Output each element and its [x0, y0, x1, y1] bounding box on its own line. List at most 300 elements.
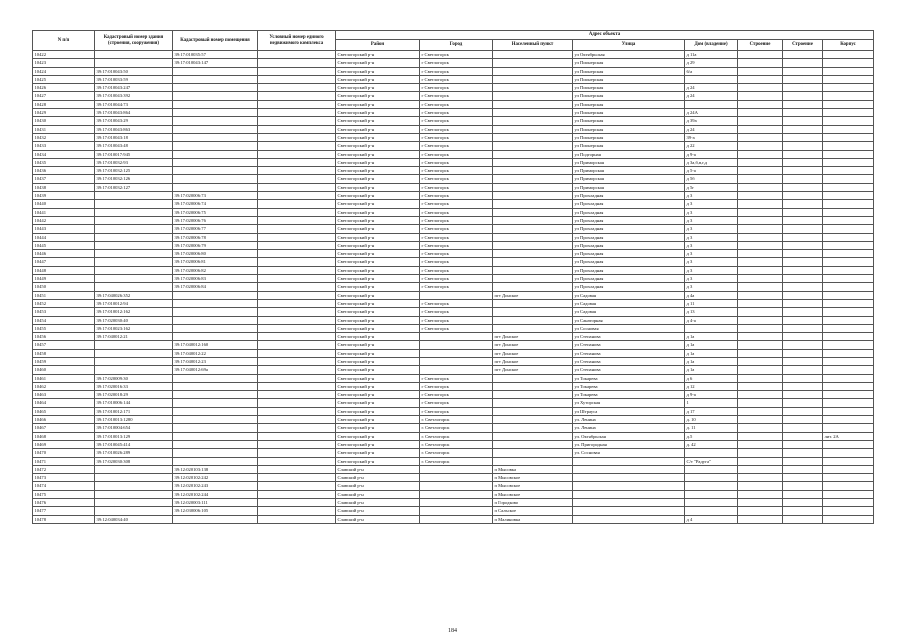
cell-kad-building: 39:17:010043:864: [95, 109, 173, 117]
cell-corpus: [823, 158, 874, 166]
cell-building: [738, 382, 783, 390]
table-row: [33, 382, 874, 390]
cell-district: Светлогорский р-н: [336, 183, 420, 191]
cell-district: Светлогорский р-н: [336, 158, 420, 166]
cell-street: ул Прохладная: [573, 225, 685, 233]
cell-city: г Светлогорск: [420, 200, 493, 208]
cell-settlement: [493, 109, 573, 117]
cell-building: [738, 291, 783, 299]
cell-house: д 4а: [685, 291, 738, 299]
cell-house: д 24А: [685, 109, 738, 117]
cell-building: [738, 490, 783, 498]
header-settlement: Населенный пункт: [493, 40, 573, 51]
cell-settlement: [493, 92, 573, 100]
cell-cond-number: [258, 316, 336, 324]
cell-district: Славский р-н: [336, 465, 420, 473]
cell-street: ул Сосновая: [573, 324, 685, 332]
cell-cond-number: [258, 266, 336, 274]
cell-district: Светлогорский р-н: [336, 109, 420, 117]
cell-district: Светлогорский р-н: [336, 233, 420, 241]
cell-building: [738, 349, 783, 357]
cell-structure: [783, 308, 823, 316]
cell-structure: [783, 100, 823, 108]
cell-kad-room: [173, 125, 258, 133]
table-row: [33, 192, 874, 200]
cell-num: 10451: [33, 291, 95, 299]
cell-structure: [783, 67, 823, 75]
cell-num: 10470: [33, 449, 95, 457]
table-row: [33, 59, 874, 67]
cell-city: г Светлогорск: [420, 399, 493, 407]
cell-kad-room: [173, 142, 258, 150]
cell-district: Светлогорский р-н: [336, 391, 420, 399]
cell-street: ул Пионерская: [573, 125, 685, 133]
cell-district: Светлогорский р-н: [336, 316, 420, 324]
cell-num: 10464: [33, 399, 95, 407]
cell-district: Светлогорский р-н: [336, 407, 420, 415]
cell-kad-building: [95, 357, 173, 365]
cell-kad-building: 39:17:020016:33: [95, 382, 173, 390]
cell-kad-room: [173, 84, 258, 92]
cell-street: ул Прохладная: [573, 208, 685, 216]
cell-house: д 11а: [685, 51, 738, 59]
cell-city: г Светлогорск: [420, 283, 493, 291]
table-row: [33, 100, 874, 108]
cell-kad-building: [95, 266, 173, 274]
cell-district: Светлогорский р-н: [336, 250, 420, 258]
cell-street: [573, 490, 685, 498]
cell-num: 10440: [33, 200, 95, 208]
cell-district: Светлогорский р-н: [336, 432, 420, 440]
cell-num: 10430: [33, 117, 95, 125]
cell-corpus: [823, 125, 874, 133]
cell-kad-room: [173, 382, 258, 390]
table-row: [33, 407, 874, 415]
cell-kad-building: [95, 341, 173, 349]
cell-kad-room: [173, 399, 258, 407]
cell-city: г Светлогорск: [420, 407, 493, 415]
cell-num: 10423: [33, 59, 95, 67]
cell-cond-number: [258, 241, 336, 249]
cell-settlement: [493, 416, 573, 424]
cell-house: д 3: [685, 208, 738, 216]
cell-house: д 3: [685, 241, 738, 249]
cell-city: г Светлогорск: [420, 100, 493, 108]
cell-kad-building: 39:17:010032:127: [95, 183, 173, 191]
cell-cond-number: [258, 84, 336, 92]
cell-building: [738, 133, 783, 141]
cell-city: г Светлогорск: [420, 316, 493, 324]
table-row: [33, 175, 874, 183]
page-number: 184: [448, 628, 457, 634]
cell-district: Светлогорский р-н: [336, 266, 420, 274]
cell-settlement: пгт Донское: [493, 349, 573, 357]
cell-num: 10472: [33, 465, 95, 473]
cell-building: [738, 333, 783, 341]
cell-cond-number: [258, 51, 336, 59]
table-row: [33, 341, 874, 349]
cell-kad-building: 39:17:010044:73: [95, 100, 173, 108]
cell-house: [685, 465, 738, 473]
cell-house: д 9-а: [685, 150, 738, 158]
cell-structure: [783, 175, 823, 183]
cell-city: г Светлогорск: [420, 51, 493, 59]
cell-building: [738, 225, 783, 233]
cell-corpus: [823, 233, 874, 241]
cell-corpus: [823, 357, 874, 365]
table-row: [33, 75, 874, 83]
cell-settlement: п Мысовка: [493, 465, 573, 473]
table-row: [33, 424, 874, 432]
header-house: Дом (владение): [685, 40, 738, 51]
cell-kad-building: 39:17:040012:21: [95, 333, 173, 341]
cell-kad-building: [95, 507, 173, 515]
cell-street: ул Прохладная: [573, 283, 685, 291]
cell-kad-building: 39:17:010043:18: [95, 133, 173, 141]
cell-structure: [783, 75, 823, 83]
cell-kad-building: 39:17:010026:289: [95, 449, 173, 457]
cell-corpus: [823, 507, 874, 515]
cell-num: 10427: [33, 92, 95, 100]
cell-kad-building: 39:17:010043:29: [95, 117, 173, 125]
cell-structure: [783, 208, 823, 216]
cell-kad-building: [95, 283, 173, 291]
cell-district: Светлогорский р-н: [336, 333, 420, 341]
cell-structure: [783, 183, 823, 191]
table-row: [33, 258, 874, 266]
cell-house: [685, 75, 738, 83]
cell-district: Светлогорский р-н: [336, 125, 420, 133]
cell-structure: [783, 382, 823, 390]
cell-house: д 1а: [685, 366, 738, 374]
cell-kad-building: 39:17:010043:48: [95, 142, 173, 150]
cell-street: ул Пионерская: [573, 92, 685, 100]
cell-district: Светлогорский р-н: [336, 308, 420, 316]
table-row: [33, 291, 874, 299]
cell-corpus: [823, 482, 874, 490]
header-street: Улица: [573, 40, 685, 51]
table-row: [33, 125, 874, 133]
cell-street: ул Садовая: [573, 291, 685, 299]
table-row: [33, 490, 874, 498]
cell-kad-room: [173, 308, 258, 316]
cell-house: д. 42: [685, 440, 738, 448]
cell-district: Светлогорский р-н: [336, 241, 420, 249]
cell-street: ул Пионерская: [573, 75, 685, 83]
cell-building: [738, 241, 783, 249]
cell-corpus: [823, 374, 874, 382]
cell-building: [738, 266, 783, 274]
cell-kad-building: [95, 241, 173, 249]
cell-structure: [783, 316, 823, 324]
cell-corpus: [823, 266, 874, 274]
cell-building: [738, 515, 783, 523]
cell-district: Светлогорский р-н: [336, 299, 420, 307]
cell-building: [738, 465, 783, 473]
cell-kad-building: [95, 465, 173, 473]
cell-structure: [783, 258, 823, 266]
cell-street: ул Садовая: [573, 299, 685, 307]
cell-building: [738, 75, 783, 83]
cell-cond-number: [258, 407, 336, 415]
cell-house: д 5б: [685, 175, 738, 183]
cell-structure: [783, 109, 823, 117]
cell-settlement: [493, 233, 573, 241]
cell-kad-building: 39:17:010012:94: [95, 299, 173, 307]
cell-settlement: п Малиновка: [493, 515, 573, 523]
cell-city: [420, 366, 493, 374]
cell-street: ул Токарева: [573, 374, 685, 382]
table-row: [33, 374, 874, 382]
cell-kad-room: [173, 424, 258, 432]
cell-kad-room: 39:17:010035:57: [173, 51, 258, 59]
cell-kad-room: [173, 150, 258, 158]
table-row: [33, 507, 874, 515]
cell-kad-building: 39:17:020030:308: [95, 457, 173, 465]
cell-house: д 5г: [685, 183, 738, 191]
table-row: [33, 474, 874, 482]
cell-structure: [783, 200, 823, 208]
cell-city: г. Светлогорск: [420, 449, 493, 457]
cell-house: д 3: [685, 225, 738, 233]
cell-structure: [783, 341, 823, 349]
cell-cond-number: [258, 208, 336, 216]
cell-cond-number: [258, 474, 336, 482]
cell-kad-room: 39:12:020102:244: [173, 490, 258, 498]
cell-cond-number: [258, 465, 336, 473]
cell-corpus: [823, 490, 874, 498]
cell-kad-building: 39:17:010013:1280: [95, 416, 173, 424]
cell-district: Славский р-н: [336, 507, 420, 515]
cell-num: 10477: [33, 507, 95, 515]
cell-cond-number: [258, 216, 336, 224]
cell-district: Светлогорский р-н: [336, 357, 420, 365]
table-body: [33, 51, 874, 524]
table-row: [33, 225, 874, 233]
cell-city: [420, 515, 493, 523]
cell-building: [738, 208, 783, 216]
cell-kad-building: 39:17:010012:162: [95, 308, 173, 316]
cell-building: [738, 299, 783, 307]
table-row: [33, 167, 874, 175]
cell-corpus: [823, 299, 874, 307]
cell-kad-building: 39:17:010023:162: [95, 324, 173, 332]
cell-structure: [783, 283, 823, 291]
cell-num: 10459: [33, 357, 95, 365]
cell-kad-room: 39:12:020102:242: [173, 474, 258, 482]
cell-kad-building: 39:17:010043:863: [95, 125, 173, 133]
cell-num: 10467: [33, 424, 95, 432]
cell-cond-number: [258, 366, 336, 374]
cell-settlement: пгт Донское: [493, 366, 573, 374]
table-row: [33, 465, 874, 473]
cell-district: Светлогорский р-н: [336, 258, 420, 266]
cell-kad-room: [173, 416, 258, 424]
table-row: [33, 67, 874, 75]
cell-house: д 22: [685, 142, 738, 150]
cell-kad-room: 39:12:020102:243: [173, 482, 258, 490]
cell-district: Светлогорский р-н: [336, 341, 420, 349]
table-row: [33, 308, 874, 316]
cell-corpus: [823, 283, 874, 291]
cell-kad-building: [95, 275, 173, 283]
cell-cond-number: [258, 92, 336, 100]
cell-structure: [783, 357, 823, 365]
cell-settlement: п Мысовское: [493, 474, 573, 482]
cell-street: ул Пионерская: [573, 100, 685, 108]
cell-building: [738, 216, 783, 224]
cell-city: [420, 490, 493, 498]
cell-city: г Светлогорск: [420, 133, 493, 141]
cell-district: Светлогорский р-н: [336, 440, 420, 448]
cell-structure: [783, 133, 823, 141]
cell-structure: [783, 92, 823, 100]
cell-cond-number: [258, 150, 336, 158]
cell-settlement: пгт Донское: [493, 291, 573, 299]
cell-kad-building: 39:17:010032:93: [95, 158, 173, 166]
table-row: [33, 316, 874, 324]
cell-corpus: [823, 316, 874, 324]
cell-building: [738, 341, 783, 349]
cell-kad-room: [173, 515, 258, 523]
cell-city: [420, 341, 493, 349]
cell-corpus: [823, 208, 874, 216]
cell-house: д.5: [685, 432, 738, 440]
cell-street: [573, 515, 685, 523]
cell-num: 10433: [33, 142, 95, 150]
cell-structure: [783, 449, 823, 457]
cell-building: [738, 449, 783, 457]
cell-city: г Светлогорск: [420, 183, 493, 191]
cell-kad-building: [95, 59, 173, 67]
cell-house: д 3: [685, 192, 738, 200]
table-row: [33, 233, 874, 241]
cell-city: г Светлогорск: [420, 125, 493, 133]
cell-city: г Светлогорск: [420, 167, 493, 175]
cell-num: 10449: [33, 275, 95, 283]
cell-settlement: [493, 275, 573, 283]
cell-num: 10444: [33, 233, 95, 241]
cell-street: ул Санаторная: [573, 316, 685, 324]
cell-structure: [783, 59, 823, 67]
cell-city: г Светлогорск: [420, 192, 493, 200]
cell-district: Светлогорский р-н: [336, 225, 420, 233]
cell-kad-room: [173, 333, 258, 341]
cell-kad-building: 39:17:010032:126: [95, 175, 173, 183]
table-row: [33, 366, 874, 374]
cell-settlement: [493, 51, 573, 59]
cell-corpus: [823, 382, 874, 390]
table-row: [33, 142, 874, 150]
cell-city: г Светлогорск: [420, 158, 493, 166]
cell-district: Светлогорский р-н: [336, 216, 420, 224]
cell-street: ул. Ленина: [573, 416, 685, 424]
cell-num: 10436: [33, 167, 95, 175]
cell-kad-room: [173, 183, 258, 191]
cell-kad-room: [173, 299, 258, 307]
table-row: [33, 84, 874, 92]
cell-district: Светлогорский р-н: [336, 416, 420, 424]
cell-cond-number: [258, 357, 336, 365]
cell-corpus: [823, 133, 874, 141]
cell-city: [420, 333, 493, 341]
table-header: [33, 31, 874, 51]
cell-house: д 1а: [685, 333, 738, 341]
cell-corpus: [823, 51, 874, 59]
cell-street: ул Степанова: [573, 349, 685, 357]
cell-house: д 24: [685, 125, 738, 133]
cell-house: д 29: [685, 59, 738, 67]
cell-district: Светлогорский р-н: [336, 150, 420, 158]
cell-house: д 13: [685, 308, 738, 316]
cell-house: д 1а: [685, 349, 738, 357]
cell-structure: [783, 457, 823, 465]
cell-num: 10453: [33, 308, 95, 316]
cell-corpus: [823, 440, 874, 448]
cell-cond-number: [258, 233, 336, 241]
cell-street: ул Пионерская: [573, 84, 685, 92]
cell-num: 10434: [33, 150, 95, 158]
cell-num: 10454: [33, 316, 95, 324]
cell-building: [738, 158, 783, 166]
cell-building: [738, 125, 783, 133]
cell-house: д 3а,б,в,г,д: [685, 158, 738, 166]
cell-street: ул Прохладная: [573, 233, 685, 241]
cell-city: г Светлогорск: [420, 241, 493, 249]
cell-district: Светлогорский р-н: [336, 382, 420, 390]
cell-kad-building: [95, 200, 173, 208]
cell-cond-number: [258, 200, 336, 208]
cell-cond-number: [258, 440, 336, 448]
cell-settlement: [493, 241, 573, 249]
cell-kad-room: [173, 100, 258, 108]
cell-kad-room: 39:17:010043:147: [173, 59, 258, 67]
cell-building: [738, 432, 783, 440]
cell-street: ул. Сосновая: [573, 449, 685, 457]
cell-cond-number: [258, 250, 336, 258]
table-row: [33, 51, 874, 59]
cell-kad-room: [173, 158, 258, 166]
cell-building: [738, 117, 783, 125]
cell-city: [420, 499, 493, 507]
cell-settlement: пгт Донское: [493, 357, 573, 365]
cell-house: С/т "Радуга": [685, 457, 738, 465]
cell-street: ул Подгорная: [573, 150, 685, 158]
cell-city: г. Светлогорск: [420, 440, 493, 448]
cell-building: [738, 324, 783, 332]
header-num: N п/п: [33, 31, 95, 51]
cell-kad-room: [173, 175, 258, 183]
cell-settlement: [493, 382, 573, 390]
cell-street: ул Прохладная: [573, 250, 685, 258]
cell-structure: [783, 507, 823, 515]
cell-settlement: [493, 59, 573, 67]
cell-corpus: [823, 216, 874, 224]
table-row: [33, 133, 874, 141]
cell-cond-number: [258, 291, 336, 299]
cell-building: [738, 150, 783, 158]
cell-building: [738, 366, 783, 374]
cell-building: [738, 192, 783, 200]
cell-structure: [783, 150, 823, 158]
table-row: [33, 241, 874, 249]
cell-corpus: [823, 391, 874, 399]
table-row: [33, 357, 874, 365]
cell-num: 10469: [33, 440, 95, 448]
cell-district: Светлогорский р-н: [336, 67, 420, 75]
cell-district: Светлогорский р-н: [336, 84, 420, 92]
cell-district: Светлогорский р-н: [336, 449, 420, 457]
